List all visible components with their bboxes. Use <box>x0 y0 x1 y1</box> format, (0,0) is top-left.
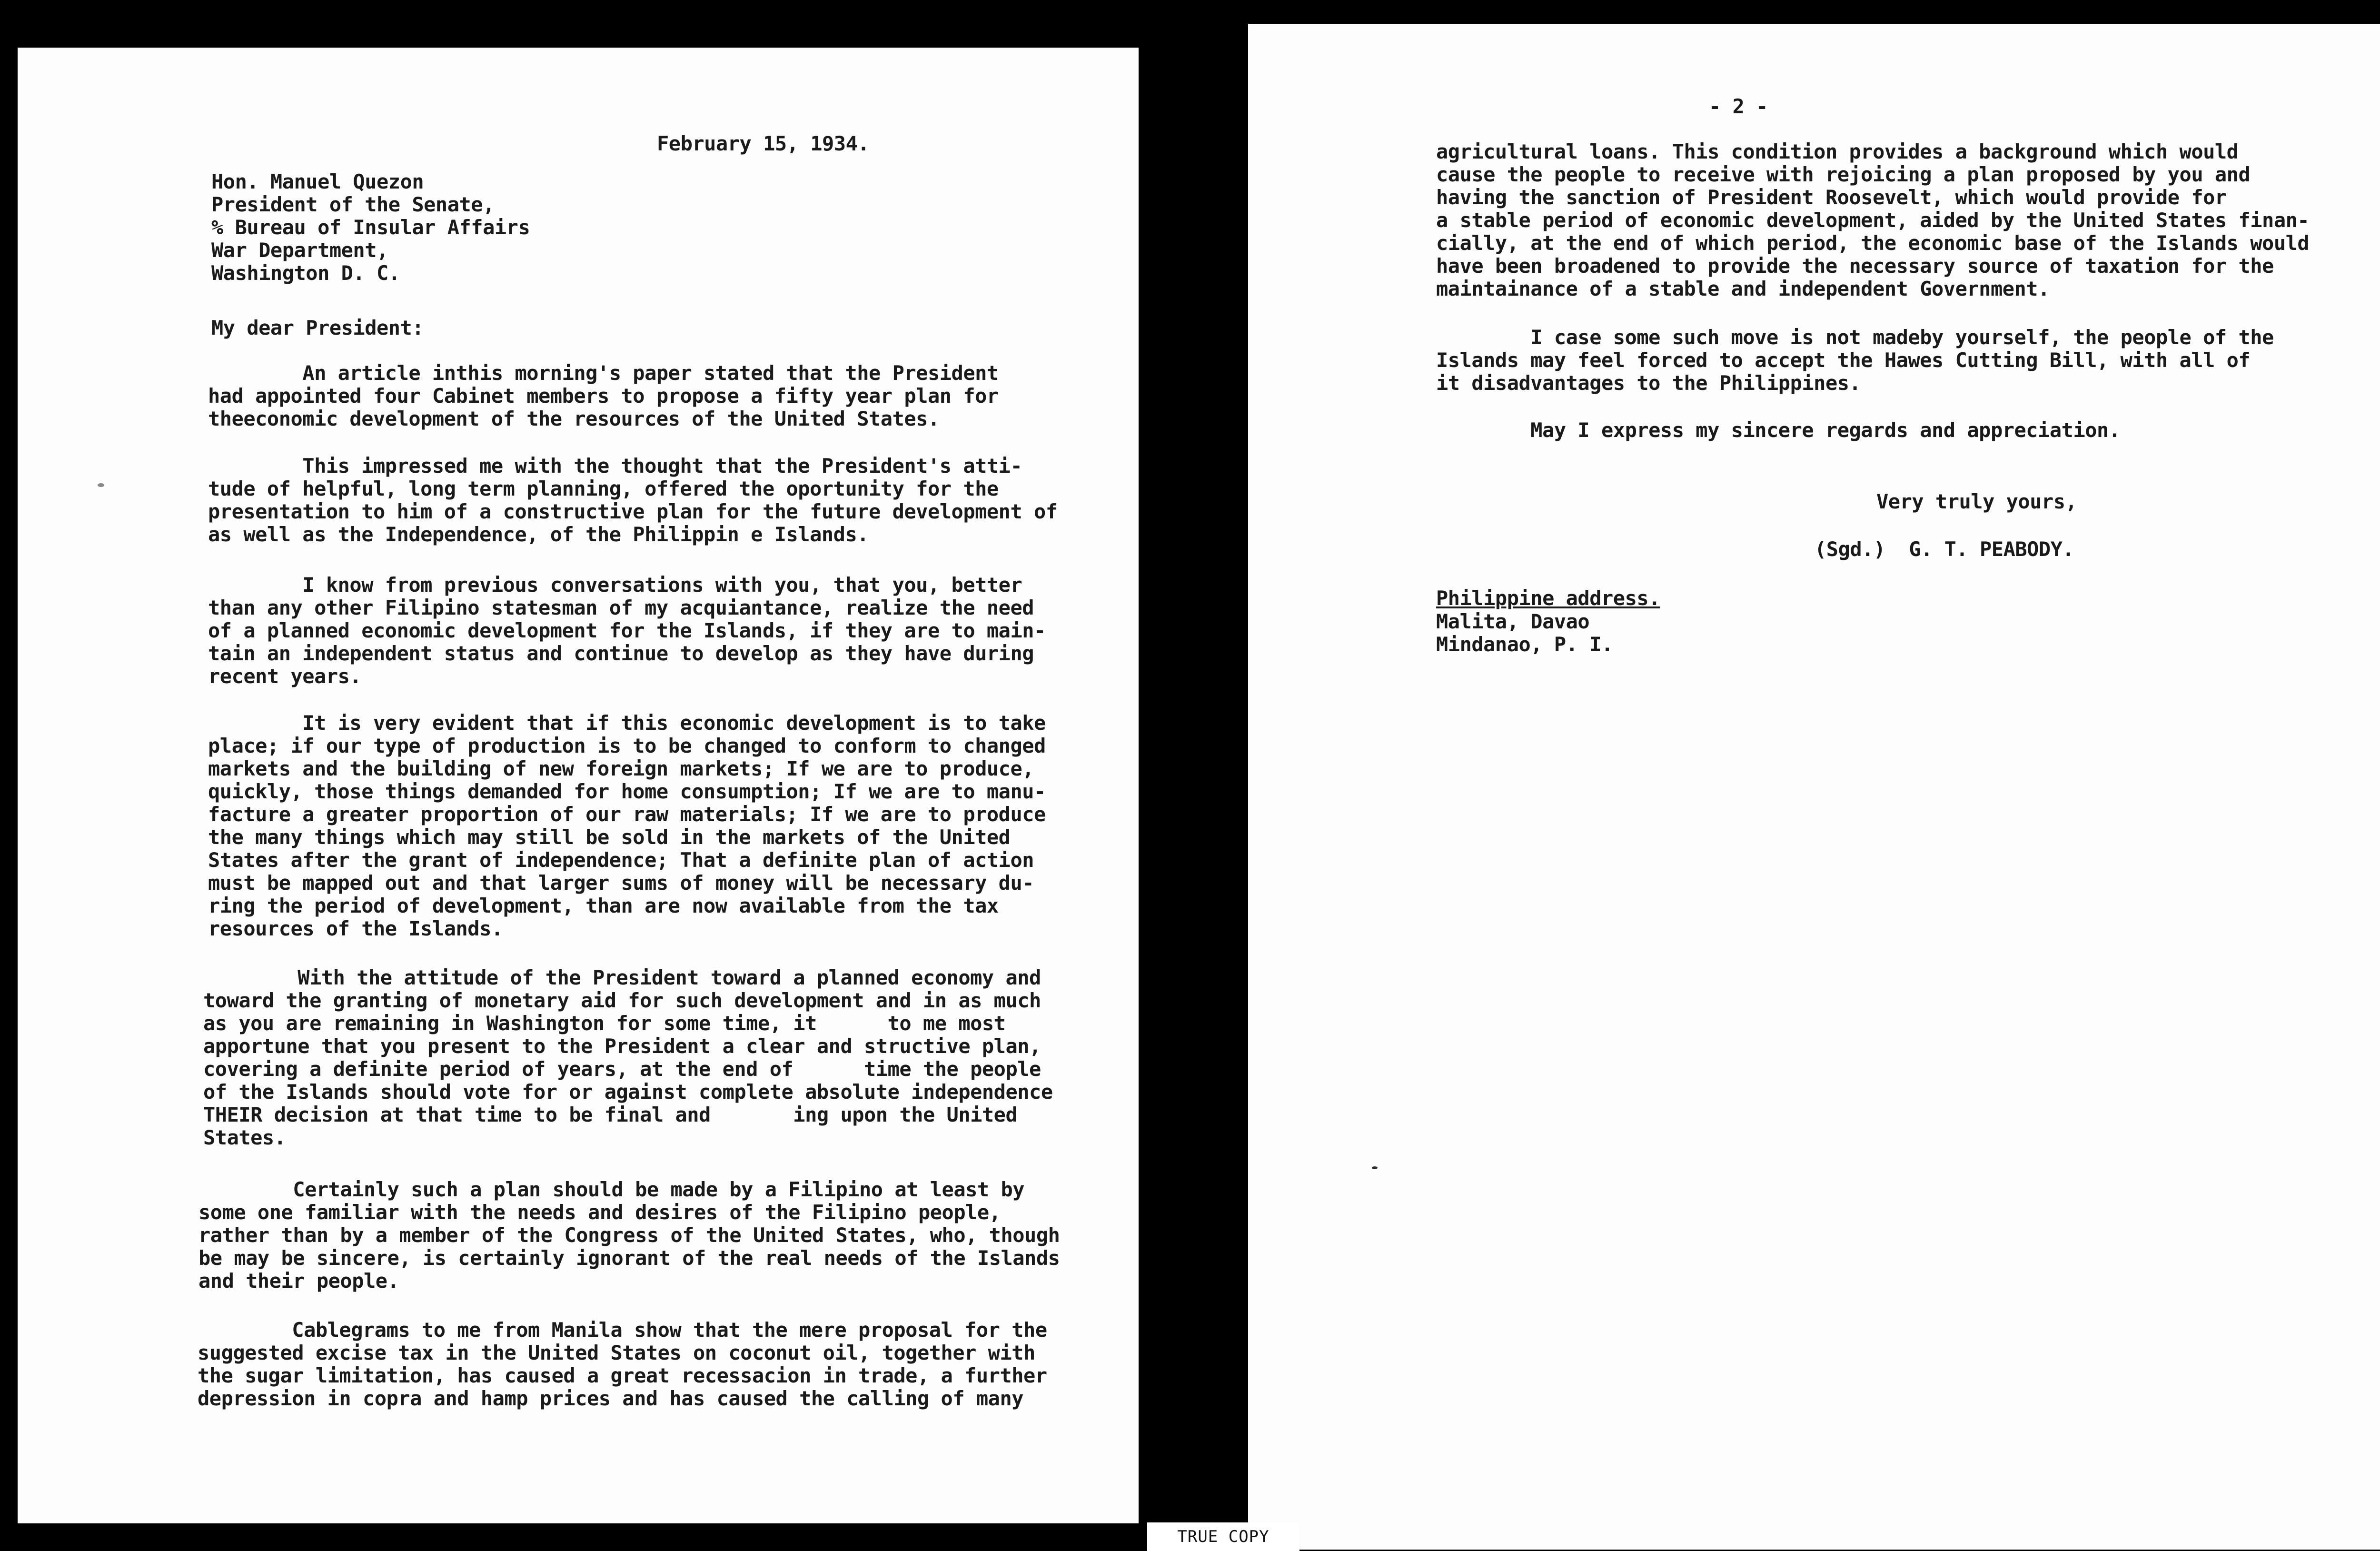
text-line: States after the grant of independence; That a definite plan of action <box>208 848 1034 872</box>
body-paragraph-9 <box>1436 326 2274 395</box>
signature: (Sgd.) G. T. PEABODY. <box>1815 537 2074 561</box>
letter-page-2 <box>1248 24 2380 1550</box>
text-line: had appointed four Cabinet members to propose a fifty year plan for <box>208 384 999 408</box>
address-line: Mindanao, P. I. <box>1436 633 1613 656</box>
letter-page-1 <box>18 48 1139 1523</box>
text-line: suggested excise tax in the United States on coconut oil, together with <box>198 1341 1035 1364</box>
text-line: place; if our type of production is to be changed to conform to changed <box>208 734 1046 757</box>
text-line: rather than by a member of the Congress of the United States, who, though <box>198 1223 1060 1247</box>
text-line: cially, at the end of which period, the economic base of the Islands would <box>1436 231 2310 255</box>
text-line: as well as the Independence, of the Philippin e Islands. <box>208 523 869 546</box>
address-label: Philippine address. <box>1436 587 1660 610</box>
body-paragraph-8 <box>1436 140 2309 300</box>
text-line: recent years. <box>208 665 362 688</box>
text-line: It is very evident that if this economic development is to take <box>208 711 1046 735</box>
scan-speck <box>1372 1166 1378 1169</box>
closing: Very truly yours, <box>1876 490 2077 513</box>
address-line: Washington D. C. <box>211 261 400 285</box>
text-line: and their people. <box>198 1269 399 1292</box>
address-line: President of the Senate, <box>211 193 495 216</box>
text-line: Certainly such a plan should be made by a Filipino at least by <box>198 1178 1025 1201</box>
body-paragraph-5 <box>203 966 1053 1149</box>
true-copy-stamp: TRUE COPY <box>1147 1522 1299 1551</box>
address-line: War Department, <box>211 239 388 262</box>
text-line: THEIR decision at that time to be final and ing upon the United <box>203 1103 1018 1126</box>
text-line: depression in copra and hamp prices and has caused the calling of many <box>198 1387 1024 1410</box>
text-line: of the Islands should vote for or against complete absolute independence <box>203 1080 1053 1104</box>
body-paragraph-7 <box>198 1319 1047 1410</box>
text-line: maintainance of a stable and independent Government. <box>1436 277 2050 300</box>
address-line: % Bureau of Insular Affairs <box>211 216 530 239</box>
scan-speck <box>98 483 104 487</box>
text-line: I case some such move is not madeby yourself, the people of the <box>1436 326 2274 349</box>
text-line: theeconomic development of the resources of the United States. <box>208 407 940 430</box>
text-line: some one familiar with the needs and desires of the Filipino people, <box>198 1201 1001 1224</box>
page-number: - 2 - <box>1709 95 1768 118</box>
sender-address <box>1436 610 1613 656</box>
text-line: it disadvantages to the Philippines. <box>1436 371 1861 395</box>
text-line: of a planned economic development for the Islands, if they are to main- <box>208 619 1046 642</box>
recipient-address <box>211 170 530 285</box>
body-paragraph-4 <box>208 712 1046 940</box>
body-paragraph-3 <box>208 574 1046 688</box>
text-line: be may be sincere, is certainly ignorant of the real needs of the Islands <box>198 1246 1060 1270</box>
text-line: a stable period of economic development, aided by the United States finan- <box>1436 209 2310 232</box>
text-line: An article inthis morning's paper stated that the President <box>208 361 999 385</box>
body-paragraph-2 <box>208 455 1058 546</box>
text-line: Cablegrams to me from Manila show that the mere proposal for the <box>198 1318 1047 1342</box>
text-line: than any other Filipino statesman of my acquiantance, realize the need <box>208 596 1034 619</box>
text-line: I know from previous conversations with you, that you, better <box>208 573 1022 597</box>
body-paragraph-1 <box>208 362 999 430</box>
text-line: quickly, those things demanded for home consumption; If we are to manu- <box>208 780 1046 803</box>
body-paragraph-6 <box>198 1178 1060 1292</box>
text-line: tain an independent status and continue to develop as they have during <box>208 642 1034 665</box>
text-line: facture a greater proportion of our raw materials; If we are to produce <box>208 803 1046 826</box>
text-line: With the attitude of the President toward a planned economy and <box>203 966 1041 989</box>
salutation: My dear President: <box>211 316 424 339</box>
text-line: having the sanction of President Roosevelt, which would provide for <box>1436 186 2227 209</box>
text-line: tude of helpful, long term planning, offered the oportunity for the <box>208 477 999 500</box>
text-line: the many things which may still be sold in the markets of the United <box>208 825 1011 849</box>
text-line: presentation to him of a constructive plan for the future development of <box>208 500 1058 523</box>
text-line: cause the people to receive with rejoicing a plan proposed by you and <box>1436 163 2251 186</box>
letter-date: February 15, 1934. <box>657 132 870 155</box>
text-line: as you are remaining in Washington for some time, it to me most <box>203 1012 1006 1035</box>
text-line: toward the granting of monetary aid for such development and in as much <box>203 989 1041 1012</box>
text-line: resources of the Islands. <box>208 917 503 940</box>
text-line: have been broadened to provide the necessary source of taxation for the <box>1436 254 2274 278</box>
text-line: the sugar limitation, has caused a great recessacion in trade, a further <box>198 1364 1047 1387</box>
text-line: Islands may feel forced to accept the Hawes Cutting Bill, with all of <box>1436 348 2251 372</box>
body-paragraph-10 <box>1436 419 2121 442</box>
text-line: apportune that you present to the President a clear and structive plan, <box>203 1034 1041 1058</box>
text-line: May I express my sincere regards and appreciation. <box>1436 418 2121 442</box>
text-line: markets and the building of new foreign markets; If we are to produce, <box>208 757 1034 780</box>
text-line: ring the period of development, than are now available from the tax <box>208 894 999 917</box>
text-line: covering a definite period of years, at the end of time the people <box>203 1057 1041 1081</box>
address-line: Hon. Manuel Quezon <box>211 170 424 193</box>
text-line: States. <box>203 1126 286 1149</box>
address-line: Malita, Davao <box>1436 610 1590 633</box>
text-line: must be mapped out and that larger sums of money will be necessary du- <box>208 871 1034 895</box>
text-line: This impressed me with the thought that the President's atti- <box>208 454 1022 477</box>
text-line: agricultural loans. This condition provides a background which would <box>1436 140 2239 163</box>
